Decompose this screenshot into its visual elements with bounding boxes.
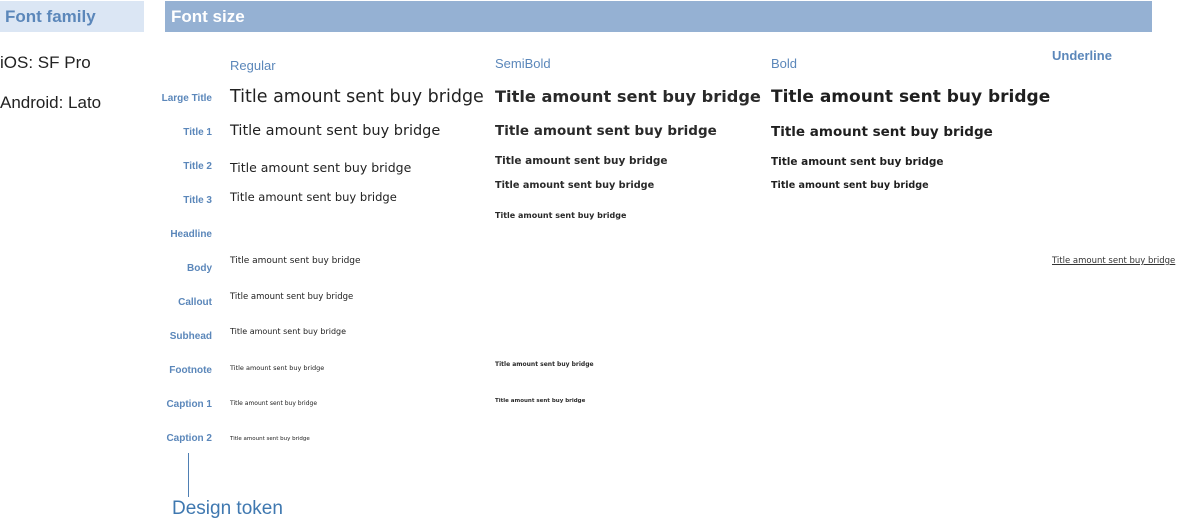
row-label-callout: Callout <box>178 297 212 308</box>
sample-regular-callout: Title amount sent buy bridge <box>230 292 354 302</box>
column-semibold: SemiBold <box>495 56 551 71</box>
row-label-caption-2: Caption 2 <box>166 433 212 444</box>
sample-bold-title-2: Title amount sent buy bridge <box>771 156 944 168</box>
sample-regular-title-1: Title amount sent buy bridge <box>230 123 441 139</box>
row-label-large-title: Large Title <box>161 93 212 104</box>
sample-semibold-headline: Title amount sent buy bridge <box>495 211 627 220</box>
column-regular: Regular <box>230 58 276 73</box>
row-label-body: Body <box>187 263 212 274</box>
row-label-caption-1: Caption 1 <box>166 399 212 410</box>
sample-regular-caption-1: Title amount sent buy bridge <box>230 400 318 407</box>
sample-bold-large-title: Title amount sent buy bridge <box>771 87 1051 107</box>
sample-regular-title-3: Title amount sent buy bridge <box>230 190 397 204</box>
design-token-label: Design token <box>172 498 283 519</box>
font-family-header: Font family <box>0 1 144 32</box>
sample-semibold-footnote: Title amount sent buy bridge <box>495 361 594 368</box>
sample-regular-title-2: Title amount sent buy bridge <box>230 160 412 175</box>
row-label-headline: Headline <box>170 229 212 240</box>
sample-underline-body: Title amount sent buy bridge <box>1052 256 1176 266</box>
sample-bold-title-3: Title amount sent buy bridge <box>771 180 929 191</box>
sample-regular-large-title: Title amount sent buy bridge <box>230 87 484 107</box>
row-label-title-3: Title 3 <box>183 195 212 206</box>
sample-semibold-title-3: Title amount sent buy bridge <box>495 180 655 191</box>
design-token-connector <box>188 453 189 497</box>
sample-regular-subhead: Title amount sent buy bridge <box>230 327 347 336</box>
sample-semibold-title-2: Title amount sent buy bridge <box>495 155 668 167</box>
sample-semibold-title-1: Title amount sent buy bridge <box>495 123 717 139</box>
font-size-header: Font size <box>165 1 1152 32</box>
column-underline: Underline <box>1052 48 1112 63</box>
sample-bold-title-1: Title amount sent buy bridge <box>771 124 993 140</box>
sample-regular-caption-2: Title amount sent buy bridge <box>230 436 310 442</box>
row-label-title-1: Title 1 <box>183 127 212 138</box>
family-ios: iOS: SF Pro <box>0 53 91 72</box>
row-label-footnote: Footnote <box>169 365 212 376</box>
sample-semibold-large-title: Title amount sent buy bridge <box>495 87 761 106</box>
sample-regular-body: Title amount sent buy bridge <box>230 256 361 266</box>
sample-regular-footnote: Title amount sent buy bridge <box>230 364 325 372</box>
column-bold: Bold <box>771 56 798 71</box>
row-label-title-2: Title 2 <box>183 161 212 172</box>
sample-semibold-caption-1: Title amount sent buy bridge <box>495 398 586 404</box>
family-android: Android: Lato <box>0 93 102 112</box>
row-label-subhead: Subhead <box>169 331 212 342</box>
